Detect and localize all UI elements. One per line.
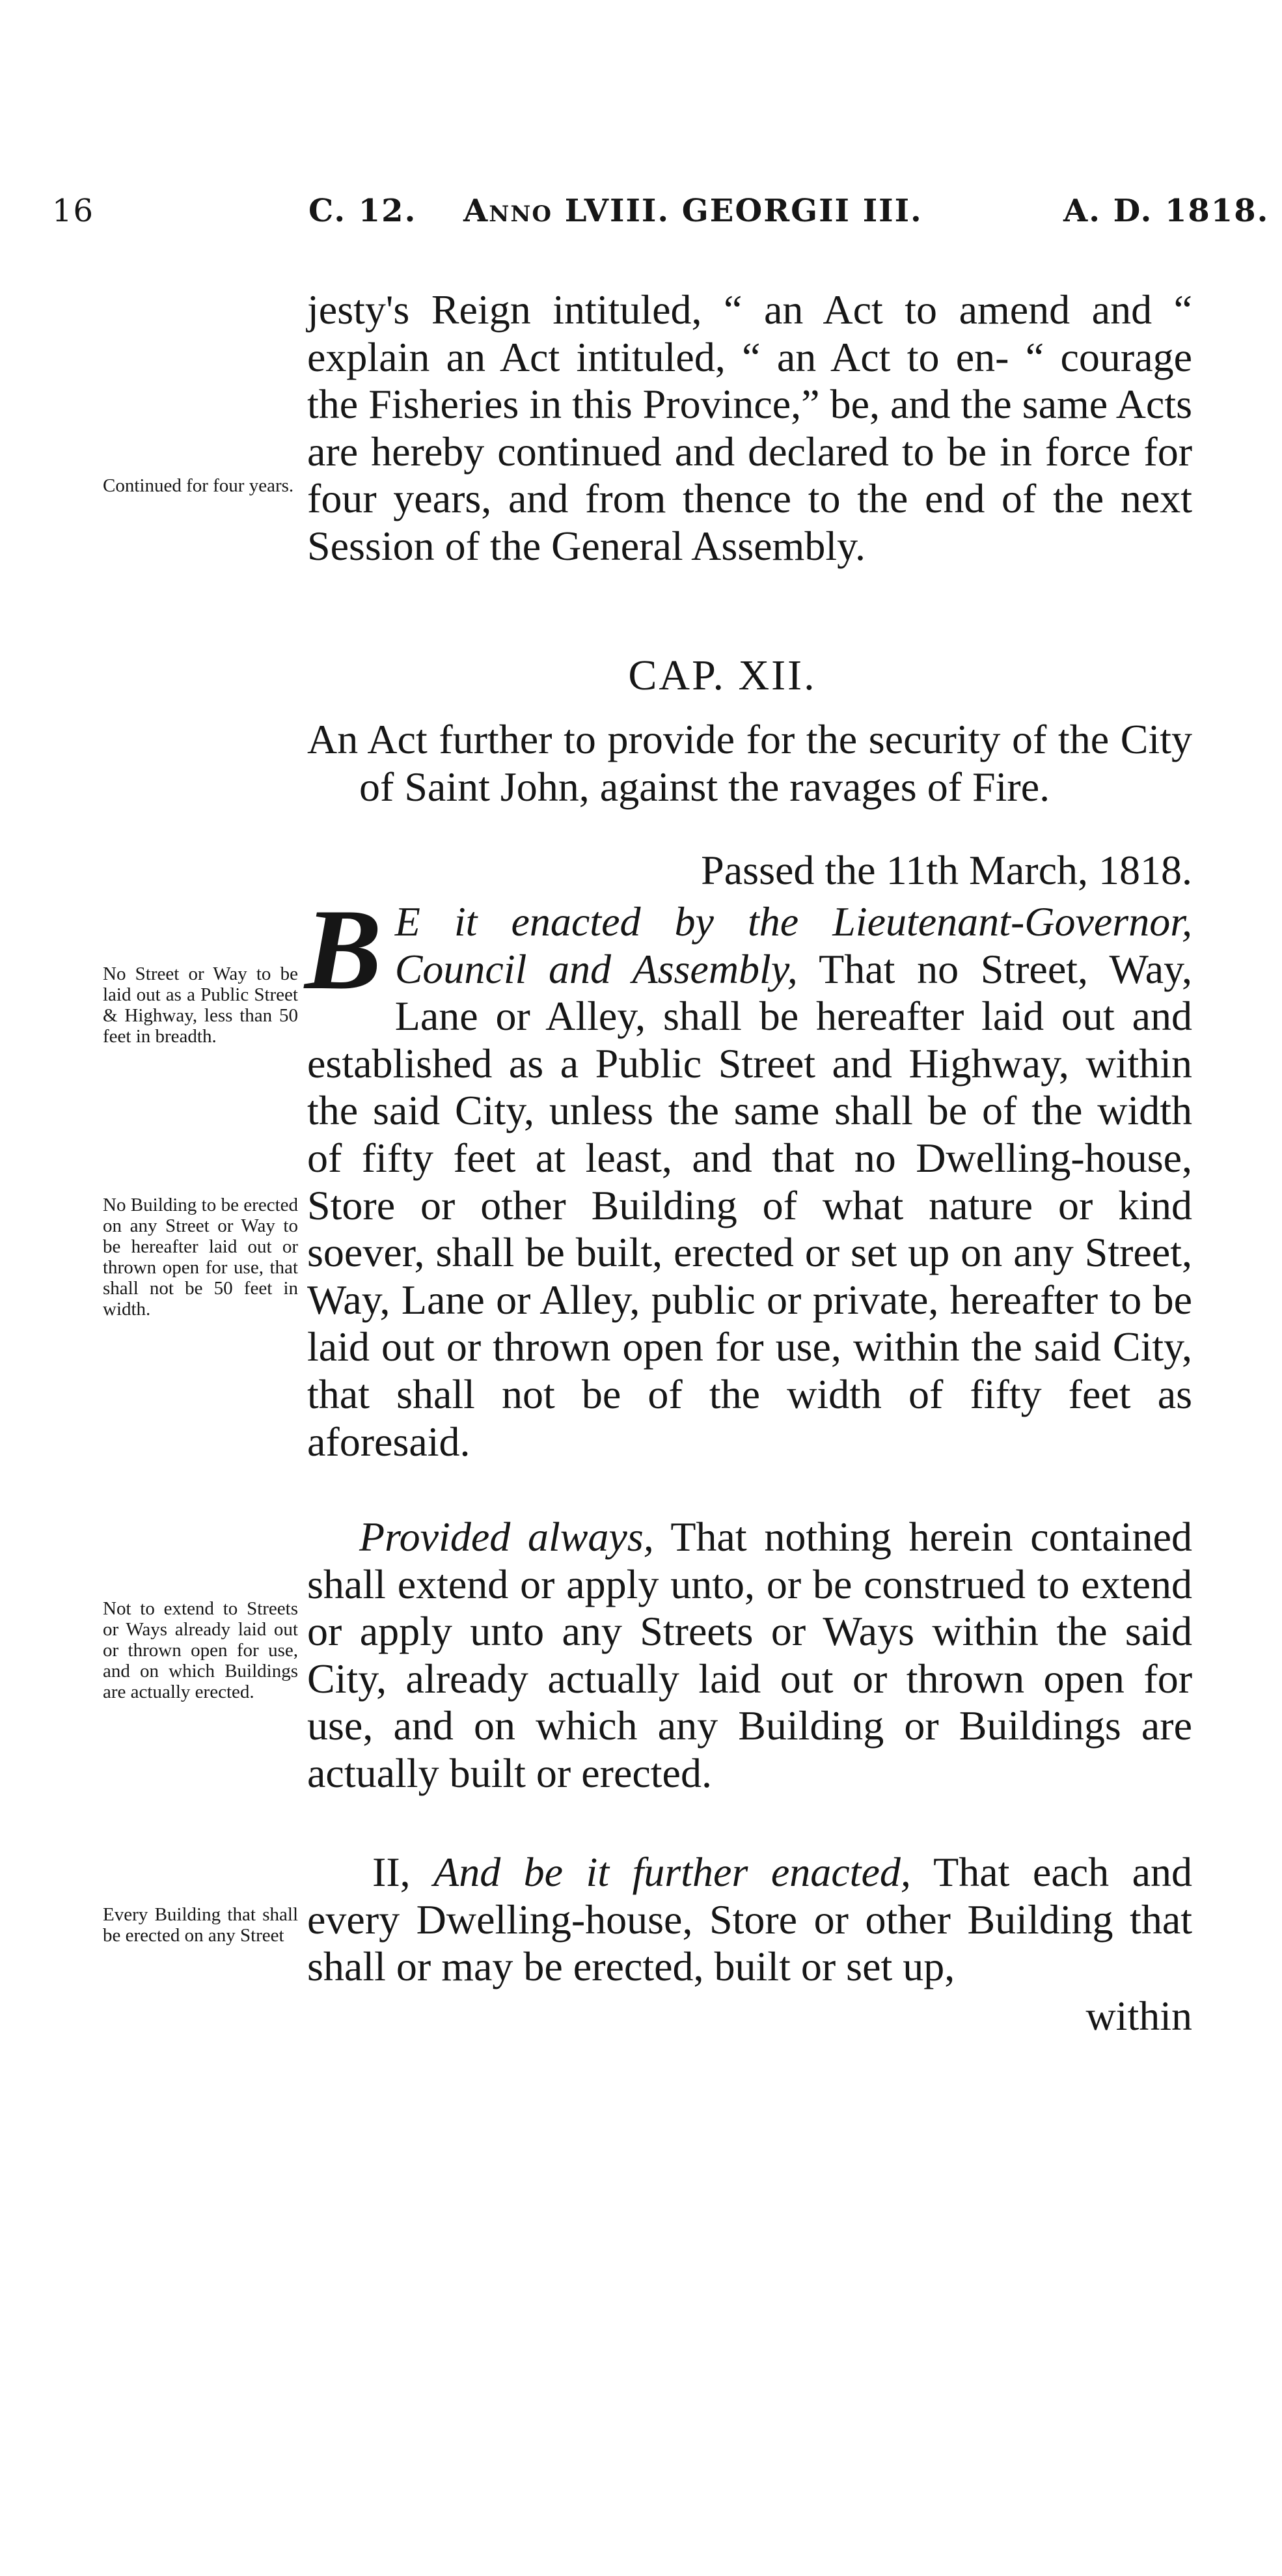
proviso-paragraph: [307, 1514, 1192, 1797]
section-two: [307, 1849, 1192, 1991]
catchword: within: [1085, 1993, 1192, 2039]
margin-note: Continued for four years.: [103, 475, 294, 496]
margin-note: Every Building that shall be erected on any Street: [103, 1904, 298, 1946]
margin-note: No Street or Way to be laid out as a Public Street & Highway, less than 50 feet in breadth.: [103, 963, 298, 1047]
act-title-text: An Act further to provide for the security of the City of Saint John, against the ravages of Fire.: [307, 716, 1192, 810]
chapter-reference: C. 12.: [308, 193, 417, 229]
section-number: II,: [372, 1849, 411, 1895]
section-one-text: That no Street, Way, Lane or Alley, shall be hereafter laid out and established as a Public Street and Highway, within the said City, unless the same shall be of the width of fifty feet at least, and that no Dwelling-house, Store or other Building of what nature or kind soever, shall be built, erected or set up on any Street, Way, Lane or Alley, public or private, hereafter to be laid out or thrown open for use, within the said City, that shall not be of the width of fifty feet as aforesaid.: [307, 945, 1193, 1465]
proviso-lead: Provided always,: [359, 1514, 654, 1560]
calendar-year: A. D. 1818.: [1063, 193, 1270, 229]
proviso-text: That nothing herein contained shall extend or apply unto, or be construed to extend or apply unto any Streets or Ways within the said City, already actually laid out or thrown open for use, and on which any Building or Buildings are actually built or erected.: [307, 1514, 1193, 1796]
section-one: [305, 885, 1193, 1465]
chapter-heading: [0, 651, 1282, 700]
continuation-paragraph: [307, 286, 1192, 570]
regnal-year: Anno LVIII. GEORGII III.: [463, 193, 923, 229]
margin-note: Not to extend to Streets or Ways already laid out or thrown open for use, and on which Buildings are actually erected.: [103, 1598, 298, 1702]
page-number: 16: [52, 193, 95, 229]
running-header: [0, 193, 1282, 238]
margin-note: No Building to be erected on any Street or Way to be hereafter laid out or thrown open for use, that shall not be 50 feet in width.: [103, 1195, 298, 1320]
drop-cap: B: [305, 885, 382, 1014]
act-title: [307, 716, 1192, 810]
continuation-text: jesty's Reign intituled, “ an Act to amend and “ explain an Act intituled, “ an Act to en- “ courage the Fisheries in this Province,” be, and the same Acts are hereby continued and declared to be in force for four years, and from thence to the end of the next Session of the General Assembly.: [307, 286, 1192, 569]
section-two-lead: And be it further enacted,: [433, 1849, 911, 1895]
chapter-heading-text: CAP. XII.: [628, 652, 817, 699]
passed-date: Passed the 11th March, 1818.: [701, 847, 1192, 893]
section-two-text: That each and every Dwelling-house, Store or other Building that shall or may be erected, built or set up,: [307, 1849, 1193, 1990]
enacting-clause: E it enacted by the Lieutenant-Governor, Council and Assembly,: [394, 898, 1192, 992]
